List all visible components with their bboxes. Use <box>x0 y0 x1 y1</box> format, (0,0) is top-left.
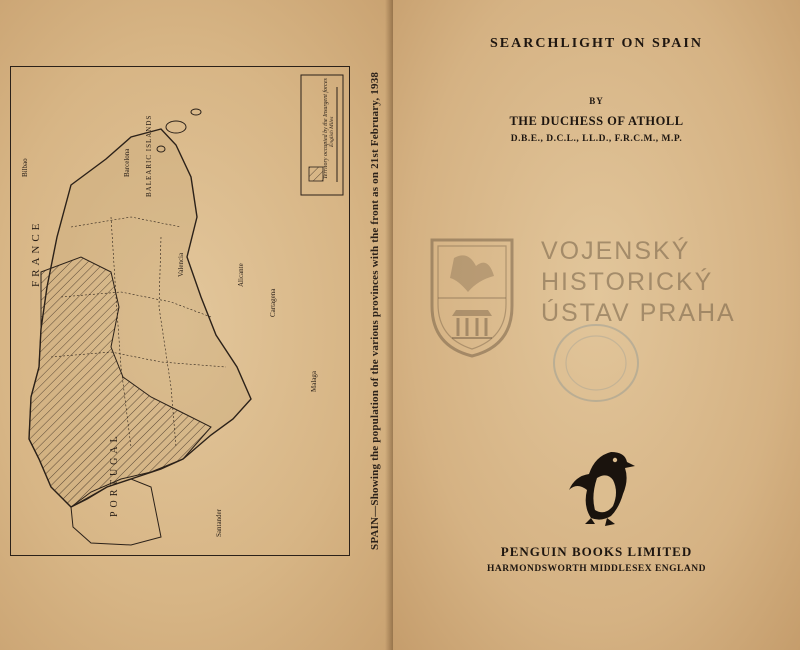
publisher-address: HARMONDSWORTH MIDDLESEX ENGLAND <box>487 564 706 574</box>
majorca-island <box>166 121 186 133</box>
author-degrees: D.B.E., D.C.L., LL.D., F.R.C.M., M.P. <box>510 134 683 144</box>
archive-watermark <box>541 236 736 329</box>
watermark-line: VOJENSKÝ <box>541 237 691 265</box>
by-label: BY <box>589 96 604 106</box>
city-valencia: Valencia <box>177 252 185 277</box>
author-name: THE DUCHESS OF ATHOLL <box>509 114 684 128</box>
book-title: SEARCHLIGHT ON SPAIN <box>490 36 703 51</box>
city-malaga: Malaga <box>310 371 318 392</box>
legend-hatch-swatch <box>309 167 323 181</box>
library-round-stamp-icon <box>548 318 644 408</box>
watermark-line: ÚSTAV PRAHA <box>541 299 736 327</box>
city-santander: Bilbao <box>21 158 29 177</box>
watermark-line: HISTORICKÝ <box>541 268 714 296</box>
legend-scale-title: English Miles <box>329 116 335 147</box>
legend-territory-text: Territory occupied by the Insurgent forces <box>323 78 329 179</box>
balearic-label: BALEARIC ISLANDS <box>145 114 153 197</box>
publisher-name: PENGUIN BOOKS LIMITED <box>500 544 693 559</box>
coat-of-arms-stamp-icon <box>428 236 516 360</box>
france-label: FRANCE <box>30 219 42 287</box>
map-caption <box>353 70 381 550</box>
spain-map-drawing <box>11 67 349 555</box>
portugal-label: PORTUGAL <box>109 432 120 517</box>
city-cartagena: Cartagena <box>269 288 277 317</box>
city-barcelona: Barcelona <box>123 148 131 177</box>
minorca-island <box>191 109 201 115</box>
city-lisbon: Santander <box>215 509 223 537</box>
penguin-icon <box>567 446 637 528</box>
spain-map <box>10 66 350 556</box>
left-page <box>0 0 393 650</box>
map-caption-text: SPAIN—Showing the population of the various provinces with the front as on 21st February, 1938 <box>369 71 381 550</box>
city-alicante: Alicante <box>237 263 245 287</box>
